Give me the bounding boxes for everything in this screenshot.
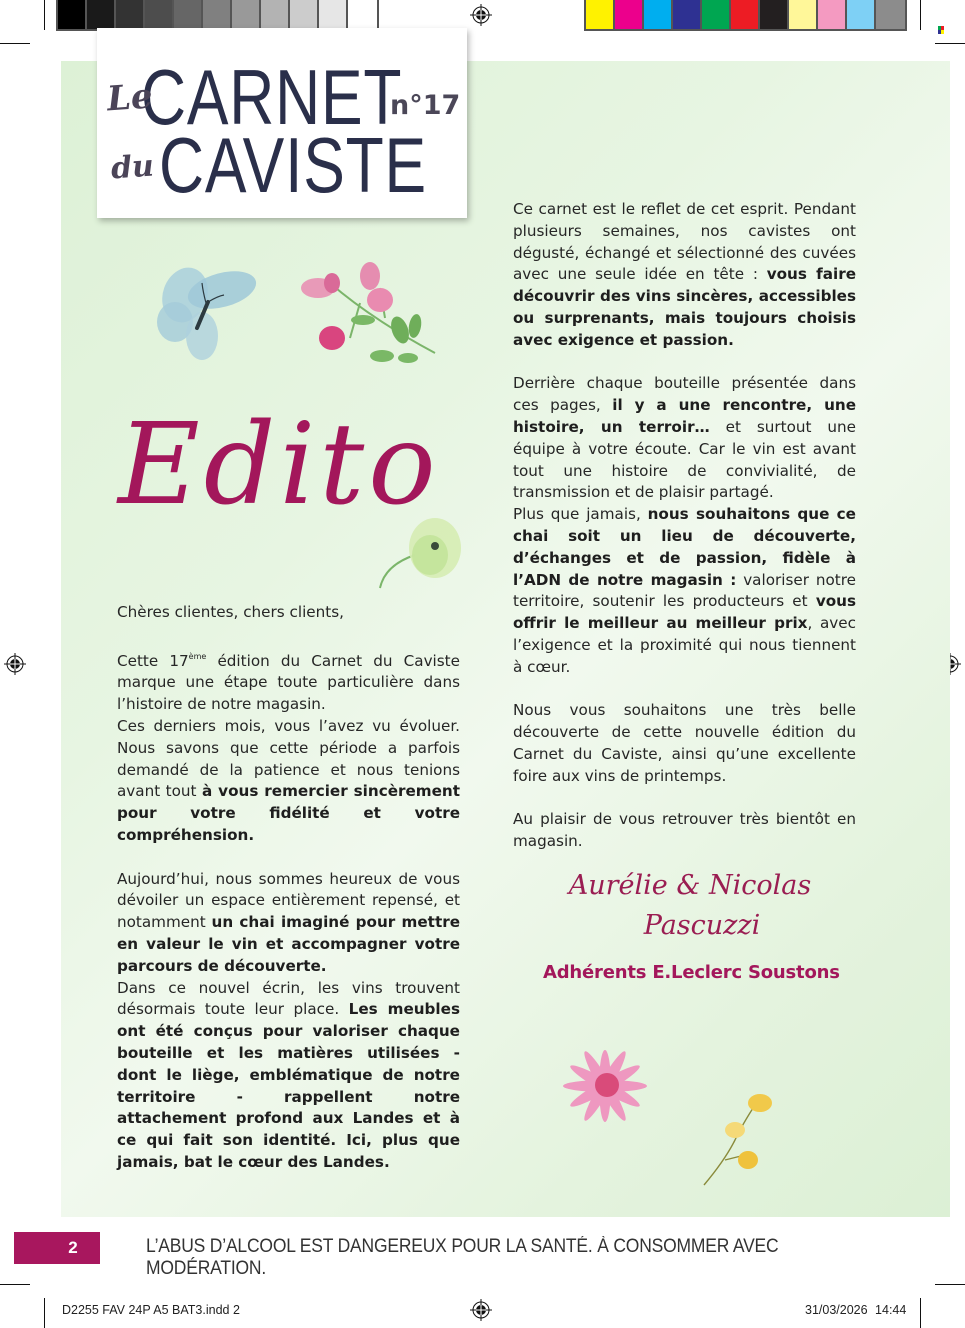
color-swatch — [586, 0, 615, 29]
paragraph: Cette 17ème édition du Carnet du Caviste marque une étape toute particulière dans l’histoire de notre magasin. — [117, 651, 460, 714]
crop-mark — [935, 43, 965, 44]
color-swatch — [673, 0, 702, 29]
page-number-badge — [14, 1232, 100, 1264]
logo-du: du — [109, 148, 155, 187]
health-warning: L’ABUS D’ALCOOL EST DANGEREUX POUR LA SANTÉ. À CONSOMMER AVEC MODÉRATION. — [146, 1236, 779, 1279]
color-swatch — [348, 0, 377, 29]
color-swatch — [58, 0, 87, 29]
date-slug: 31/03/2026 14:44 — [805, 1303, 907, 1317]
butterfly-icon — [140, 250, 260, 365]
color-calibration-bar — [584, 0, 907, 31]
color-swatch — [702, 0, 731, 29]
signature-surname: Pascuzzi — [643, 910, 761, 941]
crop-mark — [0, 1284, 30, 1285]
paragraph: Nous vous souhaitons une très belle découverte de cette nouvelle édition du Carnet du Caviste, ainsi qu’une excellente foire aux vins de printemps. — [513, 701, 856, 785]
pink-daisy-icon — [560, 1048, 650, 1128]
page-number: 2 — [68, 1238, 78, 1257]
paragraph: Dans ce nouvel écrin, les vins trouvent désormais toute leur place. Les meubles ont été conçus pour valoriser chaque bouteille et les matières utilisées - dont le liège, emblématique de notre territoire - rappellent notre attachement profond aux Landes et à ce qui fait son identité. Ici, plus que jamais, bat le cœur des Landes. — [117, 978, 460, 1171]
file-slug: D2255 FAV 24P A5 BAT3.indd 2 — [62, 1303, 240, 1317]
crop-mark — [935, 1284, 965, 1285]
color-swatch — [789, 0, 818, 29]
crop-mark — [44, 0, 45, 30]
paragraph: Aujourd’hui, nous sommes heureux de vous dévoiler un espace entièrement repensé, et notamment un chai imaginé pour mettre en valeur le vin et accompagner votre parcours de découverte. — [117, 869, 460, 975]
color-swatch — [203, 0, 232, 29]
registration-mark-icon — [470, 1299, 492, 1321]
store-name: Adhérents E.Leclerc Soustons — [543, 962, 840, 983]
gray-calibration-bar — [56, 0, 379, 31]
color-swatch — [644, 0, 673, 29]
crop-mark — [920, 0, 921, 30]
color-swatch — [145, 0, 174, 29]
logo-le: Le — [105, 76, 154, 120]
magazine-logo — [97, 28, 467, 218]
paragraph: Au plaisir de vous retrouver très bientôt en magasin. — [513, 810, 856, 851]
signature — [540, 866, 840, 946]
logo-caviste: CAVISTE — [159, 121, 427, 209]
salutation: Chères clientes, chers clients, — [117, 603, 344, 621]
color-swatch — [760, 0, 789, 29]
paragraph: Ces derniers mois, vous l’avez vu évoluer. Nous savons que cette période a parfois demandé de la patience et nous tenions avant tout à vous remercier sincèrement pour votre fidélité et votre compréhension. — [117, 716, 460, 844]
signature-names: Aurélie & Nicolas — [568, 870, 812, 901]
edito-right-column — [513, 199, 856, 875]
crop-mark — [0, 43, 30, 44]
paragraph: Derrière chaque bouteille présentée dans ces pages, il y a une rencontre, une histoire, un terroir… et surtout une équipe à votre écoute. Car le vin est avant tout une histoire de convivialité, de transmission et de plaisir partagé. — [513, 374, 856, 502]
color-swatch — [232, 0, 261, 29]
yellow-flower-sprig-icon — [700, 1085, 780, 1190]
logo-carnet: CARNET — [141, 53, 403, 141]
issue-number: n°17 — [390, 90, 461, 121]
edito-left-column — [117, 602, 460, 1174]
edito-title: Edito — [118, 400, 440, 530]
pink-flower-branch-icon — [290, 258, 440, 368]
crop-mark — [920, 1298, 921, 1328]
color-swatch — [876, 0, 905, 29]
crop-mark — [44, 1298, 45, 1328]
color-swatch — [290, 0, 319, 29]
registration-mark-icon — [470, 4, 492, 26]
color-swatch — [731, 0, 760, 29]
color-swatch — [87, 0, 116, 29]
color-swatch — [847, 0, 876, 29]
color-swatch — [116, 0, 145, 29]
color-swatch — [319, 0, 348, 29]
paragraph: Ce carnet est le reflet de cet esprit. Pendant plusieurs semaines, nos cavistes ont dégusté, échangé et sélectionné des cuvées avec une seule idée en tête : vous faire découvrir des vins sincères, accessibles ou surprenants, mais toujours choisis avec exigence et passion. — [513, 200, 856, 349]
color-swatch — [818, 0, 847, 29]
paragraph: Plus que jamais, nous souhaitons que ce chai soit un lieu de découverte, d’échanges et de passion, fidèle à l’ADN de notre magasin : valoriser notre territoire, soutenir les producteurs et vous offrir le meilleur au meilleur prix, avec l’exigence et la proximité qui nous tiennent à cœur. — [513, 505, 856, 676]
cmyk-mini-swatch — [938, 26, 944, 34]
color-swatch — [615, 0, 644, 29]
color-swatch — [174, 0, 203, 29]
color-swatch — [261, 0, 290, 29]
registration-mark-icon — [4, 653, 26, 675]
